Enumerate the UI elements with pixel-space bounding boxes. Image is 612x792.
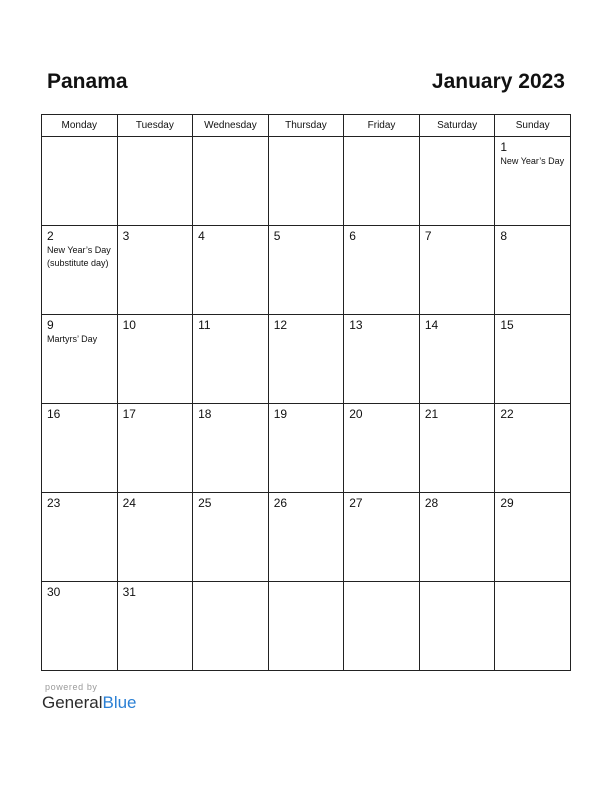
day-number: 12 [273,318,288,332]
country-title: Panama [47,70,128,93]
day-cell [495,226,571,315]
day-cell [42,315,118,404]
day-cell [193,315,269,404]
day-number: 15 [500,318,514,332]
day-cell [42,582,118,671]
day-cell [419,582,495,671]
day-cell [42,226,118,315]
day-number: 14 [424,318,439,332]
week-row [42,404,571,493]
day-number: 21 [424,407,439,421]
day-number: 2 [47,229,54,243]
day-cell [268,315,344,404]
day-number: 8 [500,229,508,243]
day-cell [193,582,269,671]
day-cell [117,404,193,493]
weekday-header: Sunday [495,115,571,137]
day-number: 5 [273,229,281,243]
day-cell [42,404,118,493]
day-cell [495,315,571,404]
day-cell [419,404,495,493]
day-cell [419,493,495,582]
day-cell [117,315,193,404]
day-cell [419,137,495,226]
generalblue-logo[interactable] [42,693,137,713]
day-cell [117,493,193,582]
day-number: 18 [198,407,212,421]
day-number: 22 [500,407,514,421]
day-cell [344,315,420,404]
day-cell [495,137,571,226]
day-number: 25 [198,496,212,510]
day-number: 16 [47,407,61,421]
month-year-title: January 2023 [431,70,565,93]
day-number: 6 [349,229,356,243]
day-cell [193,493,269,582]
day-number: 20 [349,407,363,421]
day-number: 24 [122,496,136,510]
day-cell [419,315,495,404]
day-number: 1 [500,140,508,154]
weekday-header-row [42,115,571,137]
day-cell [193,137,269,226]
day-number: 10 [122,318,136,332]
day-number: 11 [198,318,211,332]
day-cell [344,226,420,315]
day-cell [344,493,420,582]
day-cell [42,493,118,582]
holiday-label: Martyrs’ Day [47,334,98,344]
day-number: 27 [349,496,363,510]
day-cell [268,404,344,493]
day-cell [117,582,193,671]
day-cell [495,493,571,582]
day-cell [495,582,571,671]
brand-general: General [42,693,103,712]
day-cell [268,137,344,226]
weekday-header: Friday [344,115,420,137]
weekday-header: Thursday [268,115,344,137]
weekday-header: Tuesday [117,115,193,137]
day-cell [268,582,344,671]
day-number: 17 [122,407,136,421]
holiday-label: New Year’s Day (substitute day) [47,245,111,268]
week-row [42,137,571,226]
day-number: 29 [500,496,514,510]
week-row [42,315,571,404]
day-number: 3 [122,229,130,243]
brand-blue: Blue [102,693,137,712]
day-number: 9 [47,318,54,332]
weekday-header: Wednesday [193,115,269,137]
day-cell [42,137,118,226]
day-cell [419,226,495,315]
day-number: 31 [122,585,136,599]
day-number: 26 [273,496,288,510]
day-number: 4 [198,229,205,243]
week-row [42,493,571,582]
day-cell [193,226,269,315]
day-number: 13 [349,318,363,332]
week-row [42,582,571,671]
day-cell [117,226,193,315]
day-cell [344,404,420,493]
day-cell [344,137,420,226]
week-row [42,226,571,315]
day-cell [268,226,344,315]
day-cell [117,137,193,226]
day-number: 30 [47,585,61,599]
weekday-header: Saturday [419,115,495,137]
day-cell [495,404,571,493]
day-number: 7 [424,229,432,243]
holiday-label: New Year’s Day [500,156,565,166]
day-cell [344,582,420,671]
day-number: 19 [273,407,288,421]
powered-by-label: powered by [45,682,98,692]
day-number: 28 [424,496,439,510]
day-number: 23 [47,496,61,510]
weekday-header: Monday [42,115,118,137]
calendar-grid [41,114,571,671]
day-cell [268,493,344,582]
day-cell [193,404,269,493]
